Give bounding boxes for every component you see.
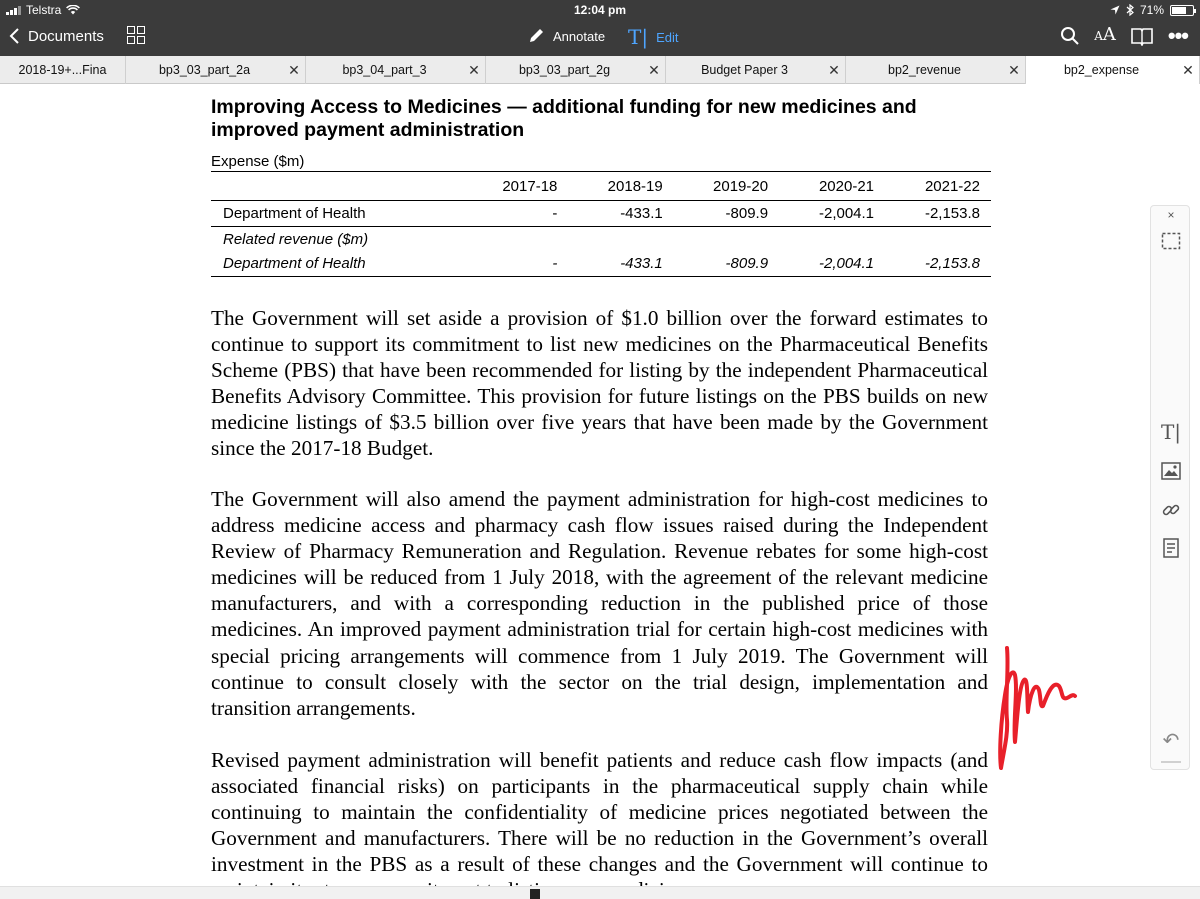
document-page: [0, 85, 1200, 899]
tab-label: 2018-19+...Fina: [18, 63, 107, 77]
image-tool-icon[interactable]: [1151, 462, 1191, 480]
font-size-button[interactable]: AA: [1094, 24, 1116, 45]
top-bar: [0, 0, 1200, 56]
tab-close-icon[interactable]: ✕: [468, 61, 480, 78]
grid-view-icon[interactable]: [127, 26, 145, 44]
selection-tool-icon[interactable]: [1151, 232, 1191, 250]
annotate-label: Annotate: [553, 28, 606, 44]
wifi-icon: [66, 5, 80, 15]
year-header: 2017-18: [502, 177, 558, 195]
link-tool-icon[interactable]: [1151, 500, 1191, 520]
note-tool-icon[interactable]: [1151, 538, 1191, 558]
tab-close-icon[interactable]: ✕: [1008, 61, 1020, 78]
body-paragraph: The Government will also amend the payment administration for high-cost medicines to address medicine access and pharmacy cash flow issues raised during the Independent Review of Pharmacy Remuneration and Regulation. Revenue rebates for some high-cost medicines will be reduced from 1 July 2018, with the agreement of the relevant medicine manufacturers, and with a corresponding reduction in the published price of those medicines. An improved payment administration trial for certain high-cost medicines with special pricing arrangements will commence from 1 July 2019. The Government will continue to consult closely with the sector on the trial design, implementation and transition arrangements.: [211, 487, 988, 720]
close-toolbar-button[interactable]: ×: [1167, 208, 1175, 222]
expense-label: Expense ($m): [211, 153, 305, 170]
toolbar-grip[interactable]: [1161, 761, 1181, 763]
table-section-row: [211, 227, 991, 252]
tab-close-icon[interactable]: ✕: [828, 61, 840, 78]
document-tab[interactable]: [126, 56, 306, 84]
tab-label: bp2_expense: [1063, 63, 1140, 77]
table-cell: -433.1: [568, 201, 673, 227]
undo-icon[interactable]: ↶: [1162, 730, 1180, 752]
document-tab[interactable]: [306, 56, 486, 84]
pencil-icon: [527, 27, 545, 45]
related-revenue-label: Related revenue ($m): [223, 230, 369, 248]
carrier-name: Telstra: [26, 3, 62, 17]
table-cell: -2,004.1: [779, 252, 885, 277]
bluetooth-icon: [1126, 4, 1134, 16]
clock: 12:04 pm: [573, 3, 627, 17]
location-arrow-icon: [1110, 5, 1120, 15]
edit-button[interactable]: [628, 25, 678, 49]
status-right: [1110, 3, 1194, 17]
battery-icon: [1170, 5, 1194, 16]
cellular-signal-icon: [6, 5, 21, 15]
annotation-toolbar: [1150, 205, 1190, 770]
year-header: 2018-19: [607, 177, 663, 195]
table-cell: -809.9: [674, 201, 779, 227]
document-tab[interactable]: [666, 56, 846, 84]
table-cell: -809.9: [674, 252, 779, 277]
tab-close-icon[interactable]: ✕: [1182, 61, 1194, 78]
text-tool-icon[interactable]: T|: [1160, 420, 1182, 444]
table-header-row: [211, 172, 991, 201]
table-cell: -: [463, 201, 568, 227]
tab-label: bp2_revenue: [888, 63, 961, 77]
row-label: Department of Health: [211, 252, 463, 277]
document-tab-bar: [0, 56, 1200, 84]
tab-label: bp3_03_part_2g: [518, 63, 611, 77]
table-header-empty: [211, 172, 463, 201]
expense-table: [211, 171, 991, 277]
chevron-left-icon: [8, 26, 22, 46]
status-bar: [0, 0, 1200, 20]
document-tab[interactable]: [846, 56, 1026, 84]
tab-label: bp3_03_part_2a: [158, 63, 251, 77]
table-row: [211, 201, 991, 227]
nav-right-tools: [1060, 22, 1188, 48]
text-cursor-icon: T|: [628, 25, 649, 49]
table-row: [211, 252, 991, 277]
table-cell: -: [463, 252, 568, 277]
tab-close-icon[interactable]: ✕: [648, 61, 660, 78]
documents-back-button[interactable]: [8, 26, 104, 46]
year-header: 2020-21: [818, 177, 875, 195]
tab-label: bp3_04_part_3: [342, 63, 427, 77]
tab-close-icon[interactable]: ✕: [288, 61, 300, 78]
back-label: Documents: [28, 27, 104, 45]
table-cell: -2,153.8: [885, 201, 991, 227]
measure-heading: Improving Access to Medicines — additional funding for new medicines and improved payment administration: [211, 96, 917, 141]
more-options-icon[interactable]: •••: [1167, 22, 1188, 48]
scrollbar-thumb[interactable]: [530, 889, 540, 899]
body-paragraph: Revised payment administration will benefit patients and reduce cash flow impacts (and associated financial risks) on participants in the pharmaceutical supply chain while continuing to maintain the confidentiality of medicine prices negotiated between the Government and manufacturers. There will be no reduction in the Government’s overall investment in the PBS as a result of these changes and the Government will continue to: [211, 748, 988, 877]
battery-percent: 71%: [1139, 3, 1164, 17]
document-tab[interactable]: [486, 56, 666, 84]
table-cell: -433.1: [568, 252, 673, 277]
navigation-bar: [0, 20, 1200, 56]
table-cell: -2,153.8: [885, 252, 991, 277]
table-cell: -2,004.1: [779, 201, 885, 227]
document-tab[interactable]: [0, 56, 126, 84]
body-paragraph: The Government will set aside a provision of $1.0 billion over the forward estimates to continue to support its commitment to list new medicines on the Pharmaceutical Benefits Scheme (PBS) that have been recommended for listing by the independent Pharmaceutical Benefits Advisory Committee. This provision for future listings on the PBS builds on new medicine listings of $3.5 billion over five years that have been made by the Government since the 2017-18 Budget.: [211, 306, 988, 461]
year-header: 2021-22: [924, 177, 980, 195]
year-header: 2019-20: [713, 177, 769, 195]
row-label: Department of Health: [211, 201, 463, 227]
document-tab[interactable]: [1026, 56, 1200, 84]
annotate-button[interactable]: [527, 27, 605, 45]
tab-label: Budget Paper 3: [701, 63, 788, 77]
search-icon[interactable]: [1060, 26, 1080, 46]
book-icon[interactable]: [1130, 26, 1154, 46]
freehand-annotation[interactable]: [995, 640, 1085, 780]
status-left: [6, 3, 80, 17]
horizontal-scrollbar[interactable]: [0, 886, 1200, 899]
edit-label: Edit: [656, 29, 679, 45]
